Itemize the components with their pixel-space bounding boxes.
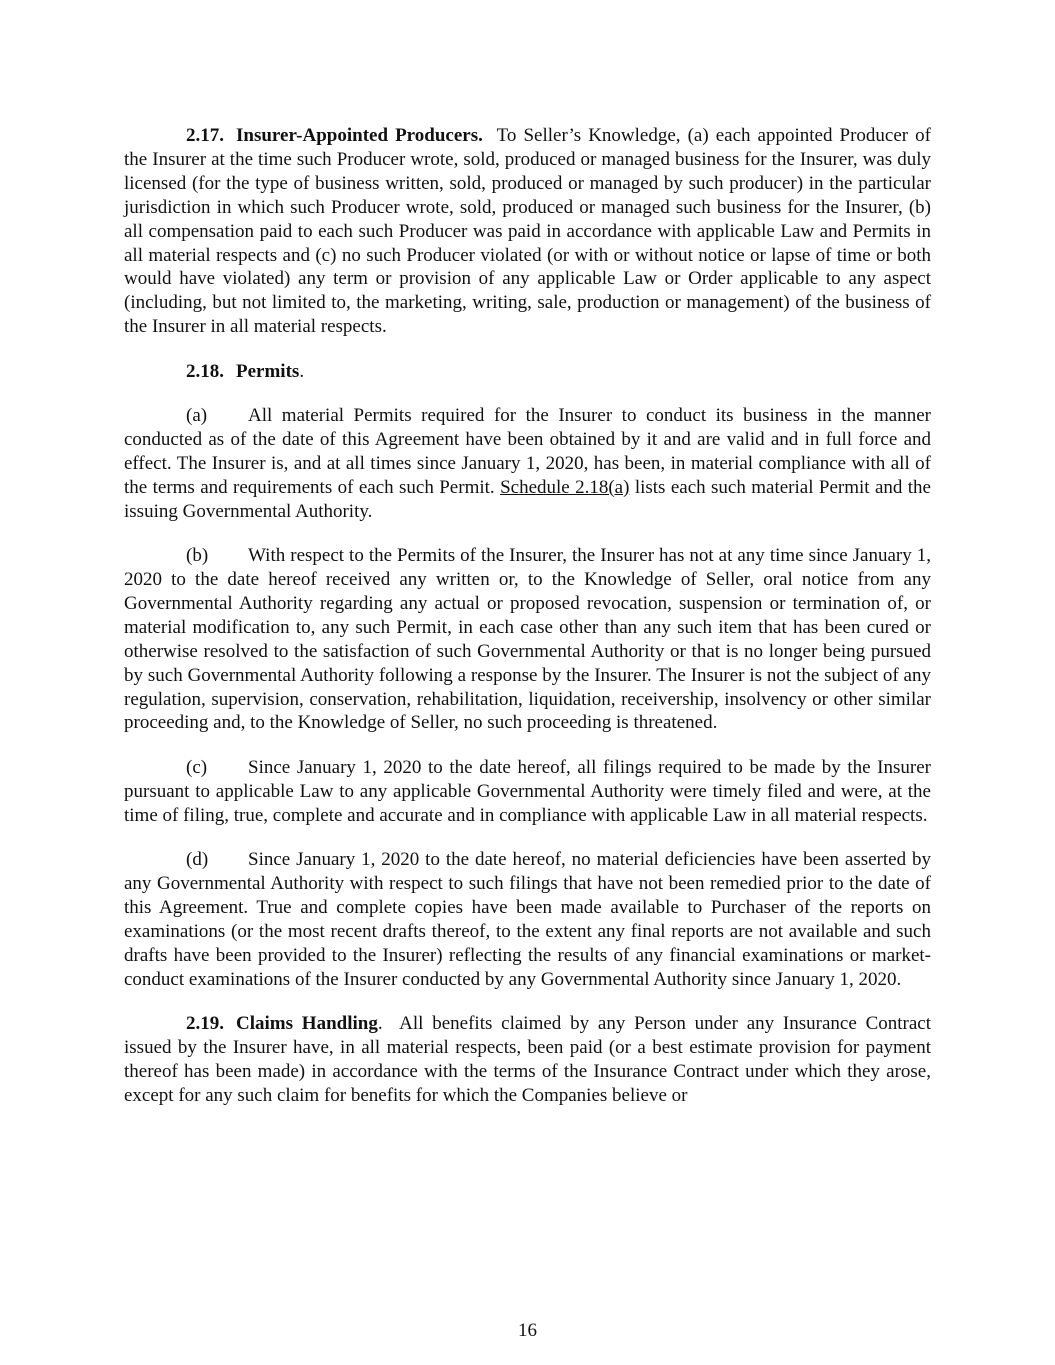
subsection-body: Since January 1, 2020 to the date hereof, no material deficiencies have been asserted by any Governmental Authority with respect to such filings that have not been remedied prior to the date of this Agreement. True and complete copies have been made available to Purchaser of the reports on examinations (or the most recent drafts thereof, to the extent any final reports are not available and such drafts have been provided to the Insurer) reflecting the results of any financial examinations or market-conduct examinations of the Insurer conducted by any Governmental Authority since January 1, 2020. — [124, 849, 931, 990]
subsection-2-18-a — [124, 404, 931, 524]
section-title-punct: . — [299, 360, 305, 382]
section-2-17 — [124, 124, 931, 339]
section-body: All benefits claimed by any Person under any Insurance Contract issued by the Insurer have, in all material respects, been paid (or a best estimate provision for payment thereof has been made) in accordance with the terms of the Insurance Contract under which they arose, except for any such claim for benefits for which the Companies believe or — [124, 1013, 931, 1106]
subsection-2-18-b — [124, 544, 931, 735]
subsection-body-cont: lists each such material Permit and the issuing Governmental Authority. — [124, 476, 931, 522]
section-2-18-heading — [124, 360, 931, 384]
section-title-punct: . — [377, 1013, 383, 1034]
page-number: 16 — [518, 1320, 537, 1341]
subsection-label: (d) — [186, 849, 209, 871]
section-body: To Seller’s Knowledge, (a) each appointed Producer of the Insurer at the time such Producer wrote, sold, produced or managed business for the Insurer, was duly licensed (for the type of business written, sold, produced or managed by such producer) in the particular jurisdiction in which such Producer wrote, sold, produced or managed such business for the Insurer, (b) all compensation paid to each such Producer was paid in accordance with applicable Law and Permits in all material respects and (c) no such Producer violated (or with or without notice or lapse of time or both would have violated) any term or provision of any applicable Law or Order applicable to any aspect (including, but not limited to, the marketing, writing, sale, production or management) of the business of the Insurer in all material respects. — [124, 125, 931, 338]
section-title: Claims Handling — [236, 1013, 378, 1034]
subsection-label: (c) — [186, 756, 208, 778]
subsection-2-18-c — [124, 756, 931, 828]
section-title: Insurer-Appointed Producers. — [236, 125, 483, 146]
subsection-body: With respect to the Permits of the Insurer, the Insurer has not at any time since January 1, 2020 to the date hereof received any written or, to the Knowledge of Seller, oral notice from any Governmental Authority regarding any actual or proposed revocation, suspension or termination of, or material modification to, any such Permit, in each case other than any such item that has been cured or otherwise resolved to the satisfaction of such Governmental Authority or that is no longer being pursued by such Governmental Authority following a response by the Insurer. The Insurer is not the subject of any regulation, supervision, conservation, rehabilitation, liquidation, receivership, insolvency or other similar proceeding and, to the Knowledge of Seller, no such proceeding is threatened. — [124, 545, 931, 734]
subsection-body: All material Permits required for the Insurer to conduct its business in the manner conducted as of the date of this Agreement have been obtained by it and are valid and in full force and effect. The Insurer is, and at all times since January 1, 2020, has been, in material compliance with all of the terms and requirements of each such Permit. — [124, 405, 931, 498]
subsection-label: (a) — [186, 405, 208, 427]
section-number: 2.17. — [186, 125, 224, 146]
schedule-reference: Schedule 2.18(a) — [500, 476, 630, 498]
section-2-19 — [124, 1012, 931, 1108]
section-number: 2.19. — [186, 1013, 224, 1034]
section-title: Permits — [236, 360, 300, 382]
subsection-body: Since January 1, 2020 to the date hereof, all filings required to be made by the Insurer pursuant to applicable Law to any applicable Governmental Authority were timely filed and were, at the time of filing, true, complete and accurate and in compliance with applicable Law in all material respects. — [124, 756, 931, 826]
section-number: 2.18. — [186, 360, 224, 382]
subsection-label: (b) — [186, 545, 209, 567]
subsection-2-18-d — [124, 848, 931, 991]
document-page — [124, 124, 931, 1128]
